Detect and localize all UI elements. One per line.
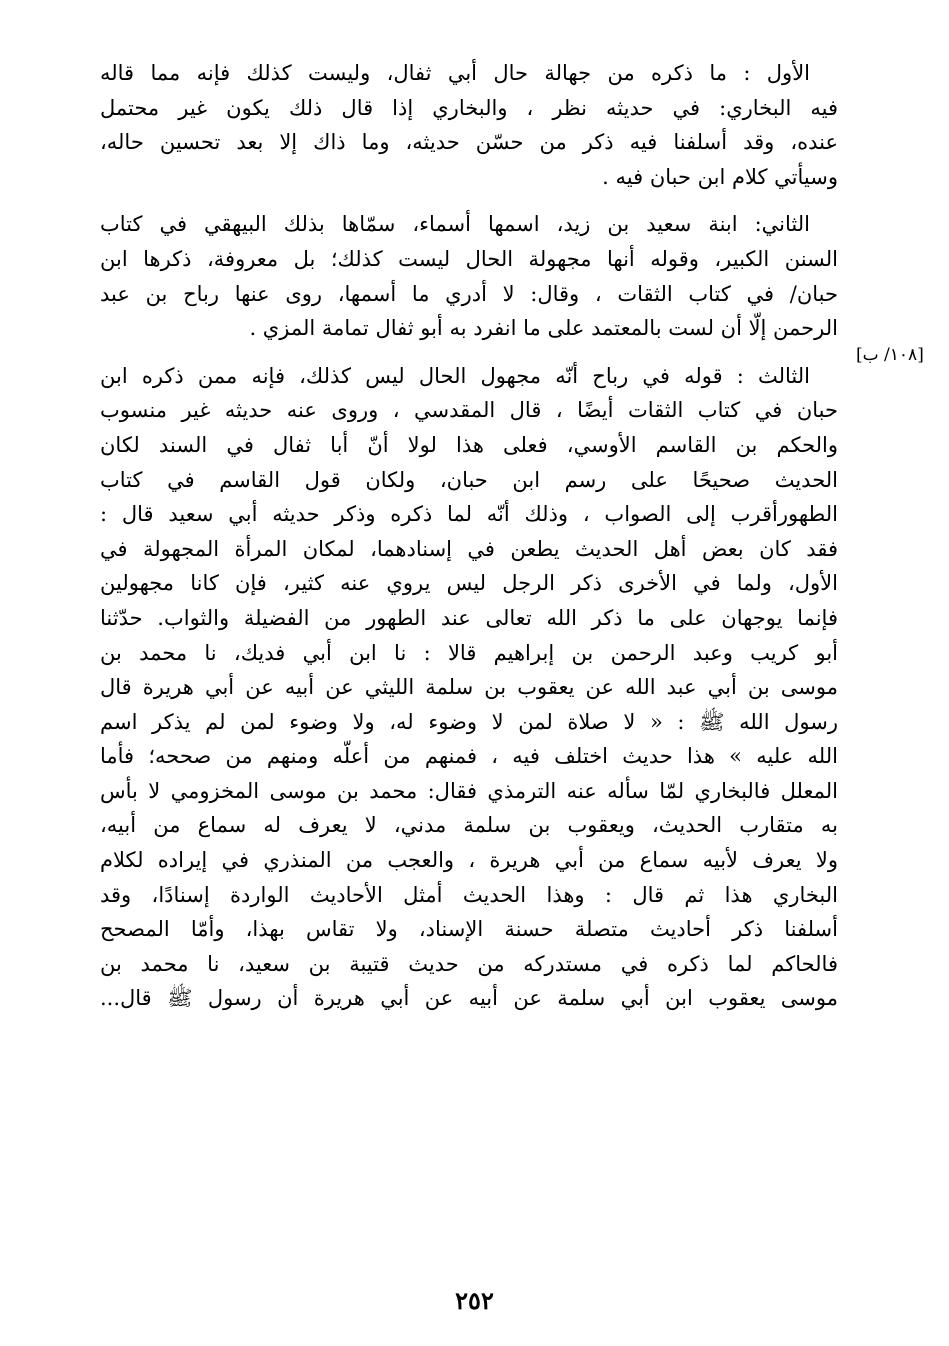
text-line: الطهورأقرب إلى الصواب ، وذلك أنّه لما ذكره وذكر حديثه أبي سعيد قال : xyxy=(100,502,838,527)
text-line: حبان في كتاب الثقات أيضًا ، قال المقدسي ، وروى عنه حديثه غير منسوب xyxy=(100,398,838,423)
paragraph-second xyxy=(100,207,838,345)
text-line: أبو كريب وعبد الرحمن بن إبراهيم قالا : نا ابن أبي فديك، نا محمد بن xyxy=(100,640,838,665)
text-line: والحكم بن القاسم الأوسي، فعلى هذا لولا أنّ أبا ثفال في السند لكان xyxy=(100,432,838,457)
text-line: أسلفنا ذكر أحاديث متصلة حسنة الإسناد، ولا تقاس بهذا، وأمّا المصحح xyxy=(100,917,838,942)
text-line: وسيأتي كلام ابن حبان فيه . xyxy=(602,164,838,189)
text-line: الأول، ولما في الأخرى ذكر الرجل ليس يروي عنه كثير، فإن كانا مجهولين xyxy=(100,571,838,596)
text-line: موسى بن أبي عبد الله عن يعقوب بن سلمة الليثي عن أبيه عن أبي هريرة قال xyxy=(100,675,838,700)
text-line: فالحاكم لما ذكره في مستدركه من حديث قتيبة بن سعيد، نا محمد بن xyxy=(100,951,838,976)
text-line: فيه البخاري: في حديثه نظر ، والبخاري إذا قال ذلك يكون غير محتمل xyxy=(100,95,838,120)
text-line: الثاني: ابنة سعيد بن زيد، اسمها أسماء، سمّاها بذلك البيهقي في كتاب xyxy=(100,212,810,237)
paragraph-third xyxy=(100,359,838,1016)
paragraph-first xyxy=(100,56,838,194)
paragraph-gap xyxy=(100,346,838,359)
text-line: الحديث صحيحًا على رسم ابن حبان، ولكان قول القاسم في كتاب xyxy=(100,467,838,492)
text-line: فإنما يوجهان على ما ذكر الله تعالى عند الطهور من الفضيلة والثواب. حدّثنا xyxy=(100,605,838,630)
page-number: ٢٥٢ xyxy=(455,1286,494,1315)
text-line: السنن الكبير، وقوله أنها مجهولة الحال ليست كذلك؛ بل معروفة، ذكرها ابن xyxy=(100,246,838,271)
text-line: الرحمن إلّا أن لست بالمعتمد على ما انفرد به أبو ثفال تمامة المزي . xyxy=(249,316,838,341)
text-line: الثالث : قوله في رباح أنّه مجهول الحال ليس كذلك، فإنه ممن ذكره ابن xyxy=(100,363,810,388)
page-body xyxy=(100,56,838,1016)
text-line: موسى يعقوب ابن أبي سلمة عن أبيه عن أبي هريرة أن رسول ﷺ قال... xyxy=(100,986,838,1011)
paragraph-gap xyxy=(100,194,838,207)
margin-folio-note: [١٠٨/ ب] xyxy=(856,345,924,365)
text-line: الأول : ما ذكره من جهالة حال أبي ثفال، وليست كذلك فإنه مما قاله xyxy=(100,61,810,85)
text-line: ولا يعرف لأبيه سماع من أبي هريرة ، والعجب من المنذري في إيراده لكلام xyxy=(100,848,838,873)
text-line: فقد كان بعض أهل الحديث يطعن في إسنادهما، لمكان المرأة المجهولة في xyxy=(100,536,838,561)
text-line: حبان/ في كتاب الثقات ، وقال: لا أدري ما أسمها، روى عنها رباح بن عبد xyxy=(100,281,838,306)
text-line: به متقارب الحديث، ويعقوب بن سلمة مدني، لا يعرف له سماع من أبيه، xyxy=(100,813,838,838)
text-line: الله عليه » هذا حديث اختلف فيه ، فمنهم من أعلّه ومنهم من صححه؛ فأما xyxy=(100,744,838,769)
text-line: المعلل فالبخاري لمّا سأله عنه الترمذي فقال: محمد بن موسى المخزومي لا بأس xyxy=(100,778,838,803)
text-line: البخاري هذا ثم قال : وهذا الحديث أمثل الأحاديث الواردة إسنادًا، وقد xyxy=(100,882,838,907)
text-line: رسول الله ﷺ : « لا صلاة لمن لا وضوء له، ولا وضوء لمن لم يذكر اسم xyxy=(100,709,838,734)
text-line: عنده، وقد أسلفنا فيه ذكر من حسّن حديثه، وما ذاك إلا بعد تحسين حاله، xyxy=(100,130,838,155)
